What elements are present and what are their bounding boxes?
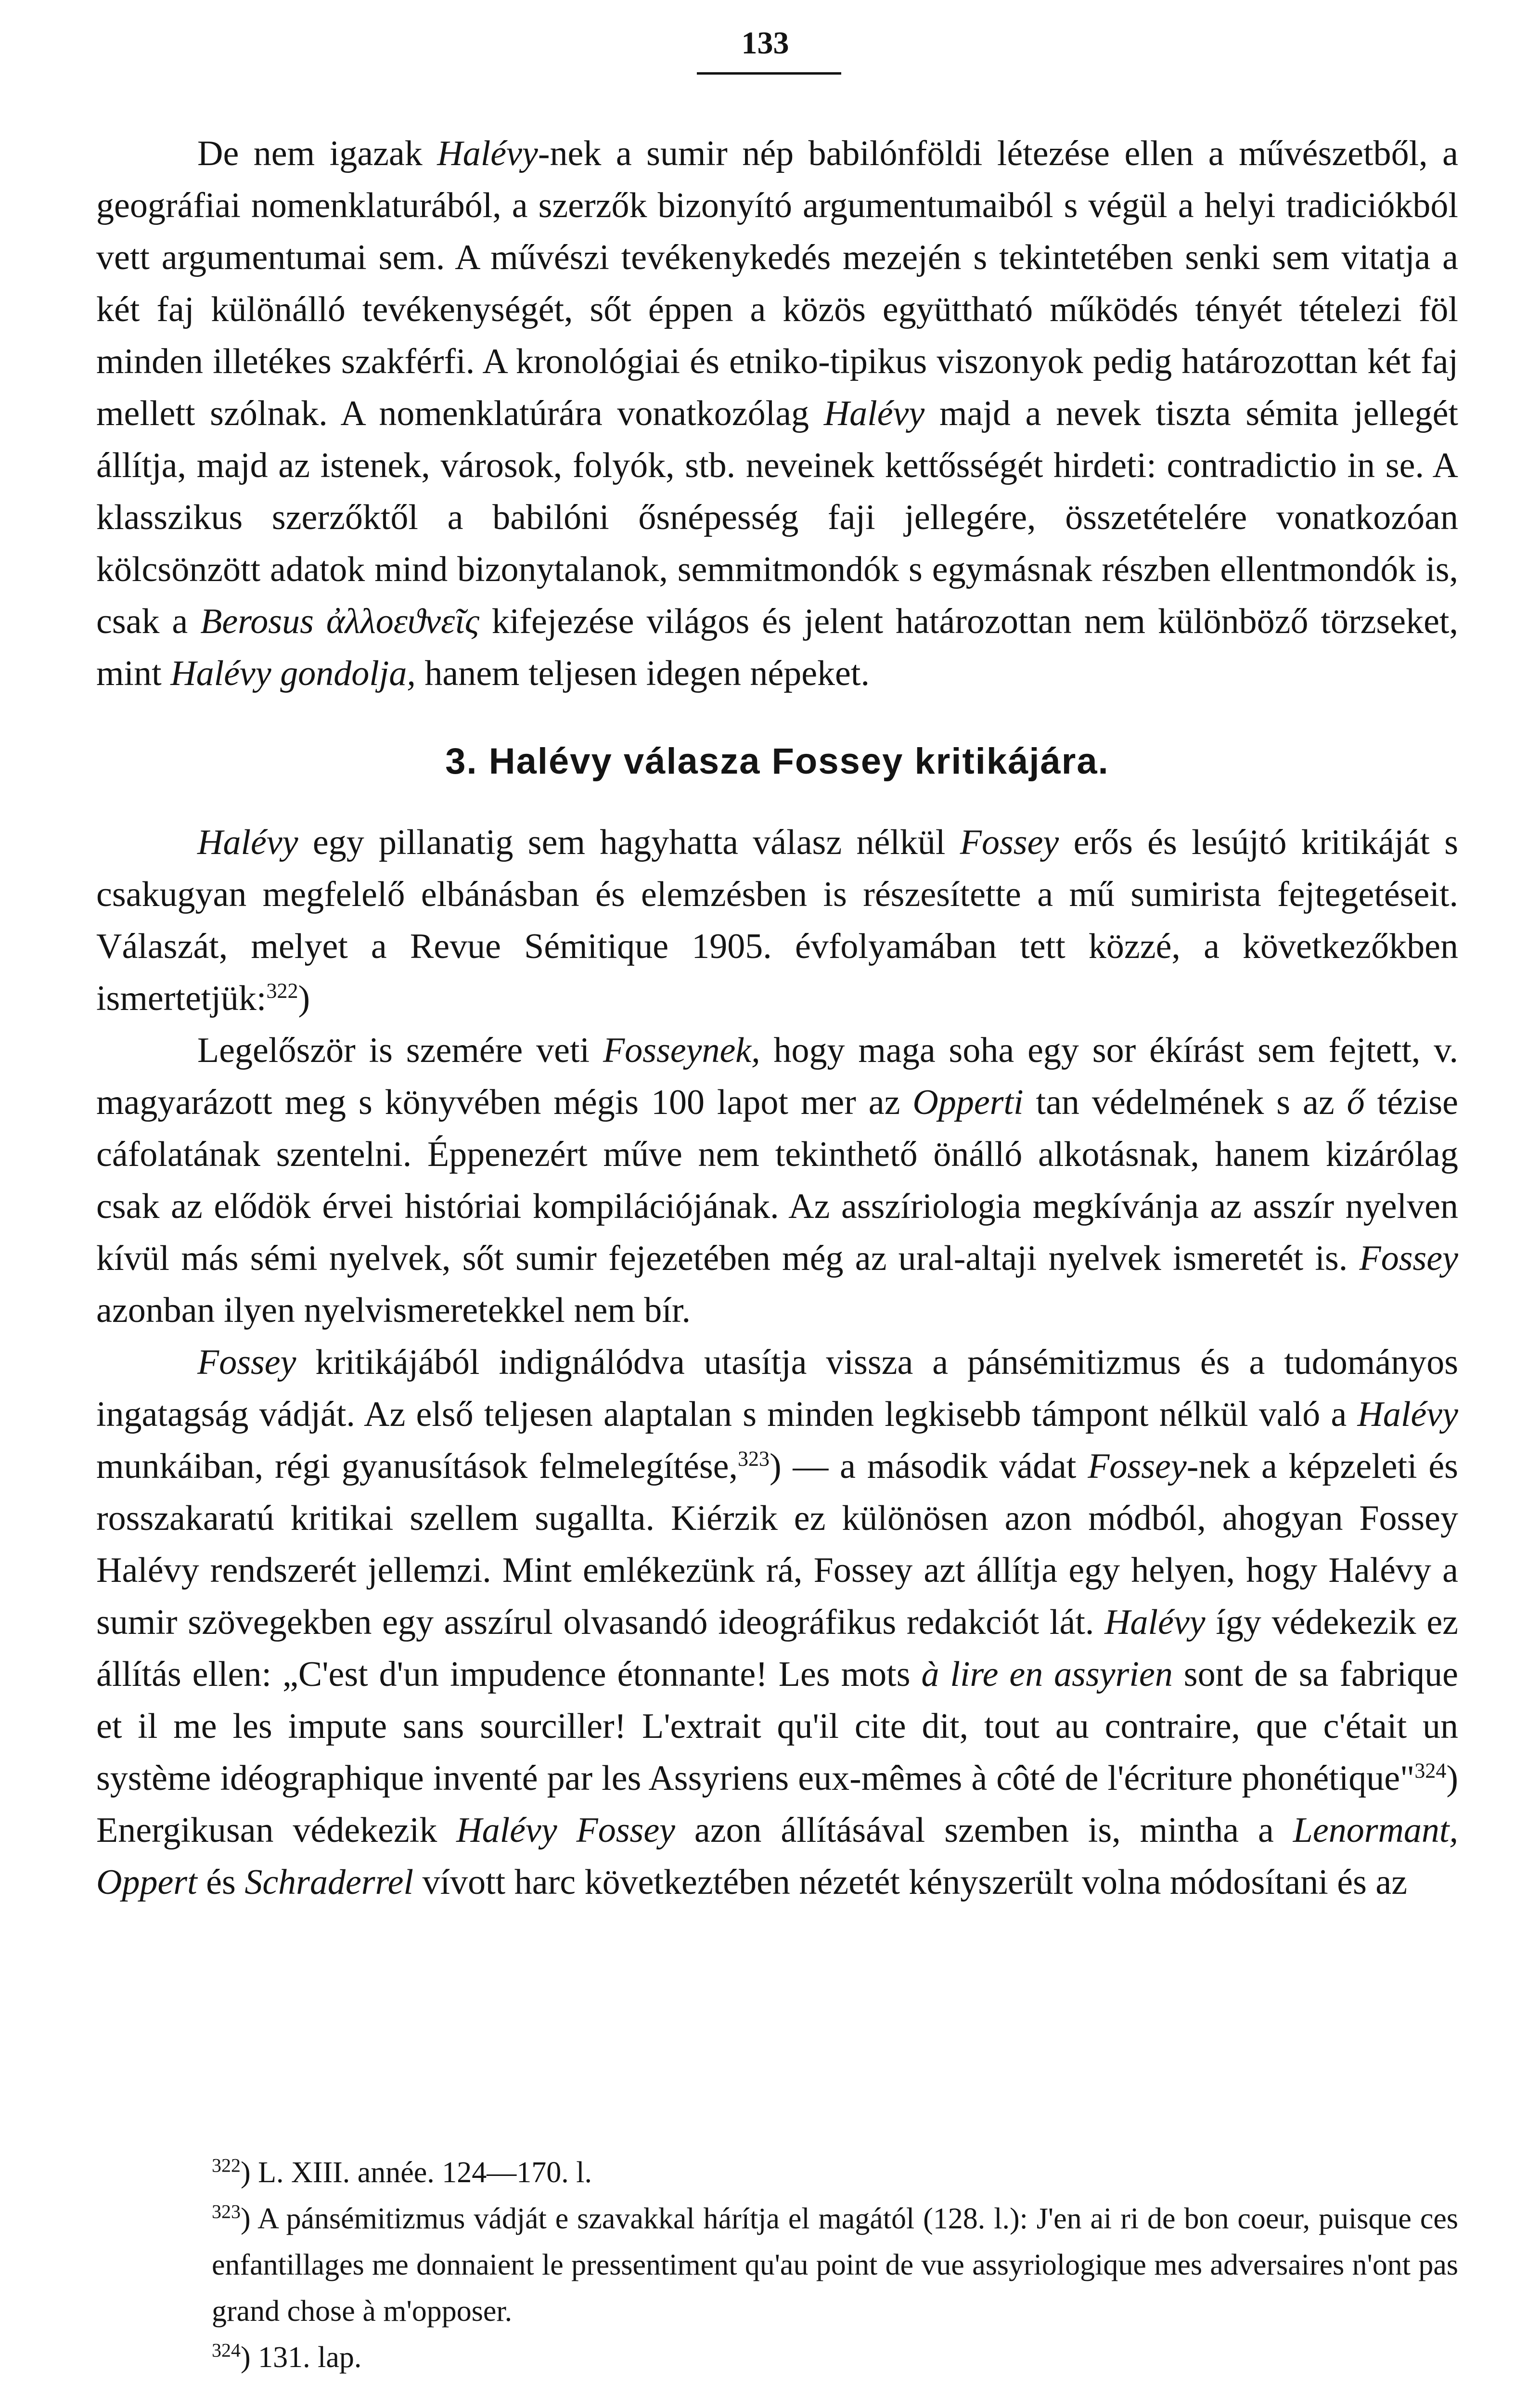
text-run: azonban ilyen nyelvismeretekkel nem bír. (96, 1291, 691, 1330)
footnote-number: 323 (212, 2200, 241, 2223)
text-run: azon állításával szemben is, mintha a (675, 1811, 1293, 1850)
text-run: tan védelmének s az (1023, 1083, 1347, 1122)
text-run: és (197, 1863, 245, 1902)
text-run (314, 602, 326, 641)
footnote-text: ) 131. lap. (241, 2341, 362, 2374)
italic-text: Halévy (197, 823, 298, 862)
text-run: kifejezése világos és jelent határozottan nem különböző törzseket, mint (96, 602, 1458, 693)
text-run: hanem teljesen idegen népeket. (415, 654, 870, 693)
italic-text: ἀλλοεϑνεῖς (326, 602, 479, 641)
italic-text: Fossey (1088, 1447, 1187, 1486)
footnote-ref: 322 (266, 979, 298, 1003)
footnote-ref: 324 (1414, 1759, 1447, 1783)
text-run: ) — a második vádat (769, 1447, 1088, 1486)
text-run: vívott harc következtében nézetét kényszerült volna módosítani és az (413, 1863, 1408, 1902)
italic-text: Halévy (1357, 1395, 1458, 1434)
italic-text: Opperti (912, 1083, 1024, 1122)
text-run: ) (298, 979, 310, 1018)
italic-text: Schraderrel (244, 1863, 414, 1902)
text-run: ) Energikusan védekezik (96, 1759, 1458, 1850)
text-run: Legelőször is szemére veti (197, 1031, 603, 1070)
footnote-number: 324 (212, 2339, 241, 2361)
text-run: tézise cáfolatának szentelni. Éppenezért műve nem tekinthető önálló alkotásnak, hanem kizárólag csak az elődök érvei históriai kompilációjának. Az asszíriologia megkívánja az asszír nyelven kívül más sémi nyelvek, sőt sumir fejezetében még az ural-altaji nyelvek ismeretét is. (96, 1083, 1459, 1278)
footnote-323 (96, 2196, 1458, 2334)
italic-text: Berosus (200, 602, 314, 641)
footnote-324 (96, 2334, 1458, 2381)
italic-text: Halévy gondolja, (170, 654, 416, 693)
text-run: hogy maga soha egy sor ékírást sem fejtett, v. magyarázott meg s könyvében mégis 100 lapot mer az (96, 1031, 1458, 1122)
italic-text: ő (1347, 1083, 1365, 1122)
text-run: kritikájából indignálódva utasítja vissza a pánsémitizmus és a tudományos ingatagság vádját. Az első teljesen alaptalan s minden legkisebb támpont nélkül való a (96, 1343, 1458, 1434)
text-run: -nek a képzeleti és rosszakaratú kritikai szellem sugallta. Kiérzik ez különösen azon módból, ahogyan Fossey Halévy rendszerét jellemzi. Mint emlékezünk rá, Fossey azt állítja egy helyen, hogy Halévy a sumir szövegekben egy asszírul olvasandó ideográfikus redakciót lát. (96, 1447, 1458, 1642)
italic-text: Halévy (823, 394, 925, 433)
text-run: így védekezik ez állítás ellen: „C'est d'un impudence étonnante! Les mots (96, 1603, 1459, 1694)
italic-text: Halévy Fossey (456, 1811, 676, 1850)
footnote-ref: 323 (737, 1447, 770, 1471)
page-number: 133 (741, 26, 789, 61)
paragraph-2 (96, 816, 1458, 1024)
text-run: sont de sa fabrique et il me les impute sans sourciller! L'extrait qu'il cite dit, tout au contraire, que c'était un système idéographique inventé par les Assyriens eux-mêmes à côté de l'écriture phonétique" (96, 1655, 1458, 1798)
section-heading: 3. Halévy válasza Fossey kritikájára. (445, 741, 1109, 782)
footnote-text: ) A pánsémitizmus vádját e szavakkal hárítja el magától (128. l.): J'en ai ri de bon coeur, puisque ces enfantillages me donnaient le pressentiment qu'au point de vue assyriologique mes adversaires n'ont pas grand chose à m'opposer. (212, 2202, 1458, 2328)
italic-text: Fossey (960, 823, 1059, 862)
italic-text: à lire en assyrien (921, 1655, 1173, 1694)
footnote-322 (96, 2149, 1458, 2196)
italic-text: Fossey (197, 1343, 296, 1382)
text-run: erős és lesújtó kritikáját s csakugyan megfelelő elbánásban és elemzésben is részesítette a mű sumirista fejtegetéseit. Válaszát, melyet a Revue Sémitique 1905. évfolyamában tett közzé, a következőkben ismertetjük: (96, 823, 1458, 1018)
footnote-text: ) L. XIII. année. 124—170. l. (241, 2156, 592, 2189)
paragraph-1 (96, 128, 1458, 699)
footnote-number: 322 (212, 2154, 241, 2176)
body-text (96, 128, 1458, 1908)
paragraph-3 (96, 1024, 1458, 1336)
italic-text: Lenormant, Oppert (96, 1811, 1458, 1902)
italic-text: Halévy (437, 134, 538, 173)
footnotes (96, 2149, 1458, 2381)
text-run: egy pillanatig sem hagyhatta válasz nélkül (298, 823, 960, 862)
text-run: majd a nevek tiszta sémita jellegét állítja, majd az istenek, városok, folyók, stb. neveinek kettősségét hirdeti: contradictio in se. A klasszikus szerzőktől a babilóni ősnépesség faji jellegére, összetételére vonatkozóan kölcsönzött adatok mind bizonytalanok, semmitmondók s egymásnak részben ellentmondók is, csak a (96, 394, 1458, 641)
text-run: -nek a sumir nép babilónföldi létezése ellen a művészetből, a geográfiai nomenklaturából, a szerzők bizonyító argumentumaiból s végül a helyi tradiciókból vett argumentumai sem. A művészi tevékenykedés mezején s tekintetében senki sem vitatja a két faj különálló tevékenységét, sőt éppen a közös együttható működés tényét tételezi föl minden illetékes szakférfi. A kronológiai és etniko-tipikus viszonyok pedig határozottan két faj mellett szólnak. A nomenklatúrára vonatkozólag (96, 134, 1458, 433)
text-run: munkáiban, régi gyanusítások felmelegítése, (96, 1447, 738, 1486)
page-number-rule (697, 72, 841, 75)
text-run: De nem igazak (197, 134, 437, 173)
paragraph-4 (96, 1336, 1458, 1908)
italic-text: Fosseynek, (603, 1031, 760, 1070)
italic-text: Fossey (1359, 1239, 1458, 1278)
italic-text: Halévy (1104, 1603, 1206, 1642)
